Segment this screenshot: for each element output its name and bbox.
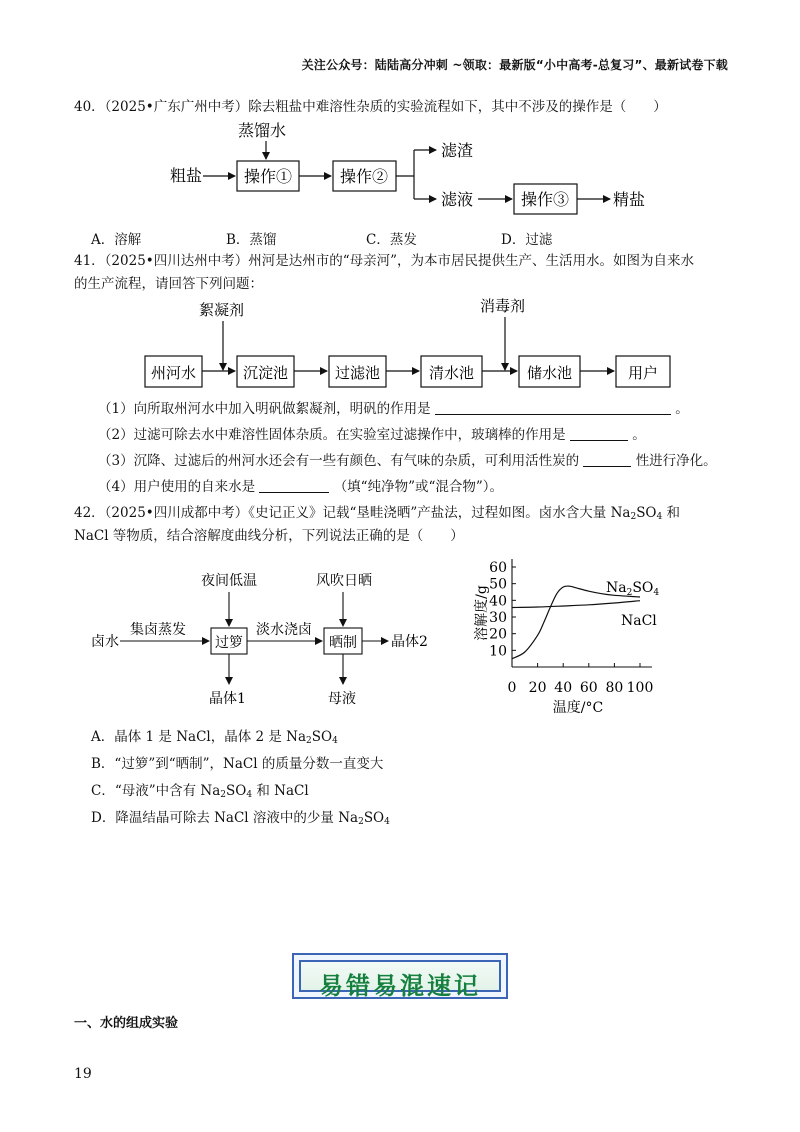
page-header: 关注公众号：陆陆高分冲刺 ~领取：最新版“小中高考-总复习”、最新试卷下载	[301, 58, 728, 72]
q41-box-user-label: 用户	[627, 364, 659, 382]
section-heading: 一、水的组成实验	[74, 1016, 179, 1031]
chart-x-tick-label: 40	[554, 680, 573, 696]
q42-night-label: 夜间低温	[201, 573, 257, 589]
q42-option-a-sub2: 2	[306, 736, 312, 746]
q41-stem-line2: 的生产流程，请回答下列问题：	[74, 276, 263, 292]
q42-option-d-so: SO	[363, 810, 385, 826]
section-banner-inner	[299, 960, 501, 1000]
chart-y-tick-label: 50	[489, 576, 507, 593]
q41-box-storage-label: 储水池	[526, 364, 573, 382]
chart-y-tick-label: 10	[489, 643, 507, 660]
q42-sub-4: 4	[656, 512, 663, 522]
q42-option-a-so: SO	[311, 729, 333, 745]
chart-x-tick-label: 80	[605, 680, 624, 696]
q41-blank-2[interactable]	[570, 426, 628, 441]
q41-sub2-text: （2）过滤可除去水中难溶性固体杂质。在实验室过滤操作中，玻璃棒的作用是	[98, 427, 566, 443]
q41-disinfectant-label: 消毒剂	[480, 297, 526, 315]
chart-x-label: 温度/°C	[552, 700, 604, 716]
q42-option-c	[91, 779, 309, 800]
q41-blank-3[interactable]	[583, 452, 631, 467]
chart-legend-nacl: NaCl	[621, 613, 657, 629]
q41-box-sediment-label: 沉淀池	[242, 364, 289, 382]
q42-pour-label: 淡水浇卤	[256, 622, 312, 638]
q40-end-label: 精盐	[613, 190, 646, 209]
q41-sub2-end: 。	[632, 427, 646, 443]
page-number: 19	[74, 1066, 92, 1082]
q40-stem: 40．（2025•广东广州中考）除去粗盐中难溶性杂质的实验流程如下，其中不涉及的操作是（ ）	[74, 99, 667, 115]
q42-brine-label: 卤水	[91, 634, 119, 650]
chart-y-tick-label: 30	[489, 610, 507, 626]
q42-stem-line2: NaCl 等物质，结合溶解度曲线分析，下列说法正确的是（ ）	[74, 528, 464, 544]
q40-op2-label: 操作②	[339, 167, 389, 186]
q42-mother-label: 母液	[328, 691, 356, 707]
q41-sub3-text: （3）沉降、过滤后的州河水还会有一些有颜色、有气味的杂质，可利用活性炭的	[98, 453, 580, 469]
chart-y-label: 溶解度/g	[474, 585, 490, 641]
q41-blank-1[interactable]	[435, 400, 671, 415]
q42-stem-text: 42．（2025•四川成都中考）《史记正义》记载“垦畦浇晒”产盐法，过程如图。卤水含大量 Na	[74, 505, 631, 521]
q41-sub2	[98, 424, 646, 446]
q41-box-river-label: 州河水	[150, 364, 197, 382]
q41-sub4-end: （填“纯净物”或“混合物”）。	[333, 479, 504, 495]
q40-option-d: D．过滤	[501, 232, 553, 248]
q41-box-clear-label: 清水池	[428, 364, 475, 382]
q40-start-label: 粗盐	[170, 166, 203, 185]
section-banner	[292, 953, 508, 999]
q41-stem-line1: 41．（2025•四川达州中考）州河是达州市的“母亲河”，为本市居民提供生产、生活用水。如图为自来水	[74, 253, 695, 269]
chart-x-tick-label: 20	[528, 680, 547, 696]
q42-so: SO	[636, 505, 657, 521]
q42-option-d-text: D．降温结晶可除去 NaCl 溶液中的少量 Na	[91, 810, 359, 826]
q40-residue-label: 滤渣	[441, 141, 474, 160]
q41-coagulant-label: 絮凝剂	[199, 301, 245, 319]
q41-sub3-end: 性进行净化。	[635, 453, 717, 469]
q42-crystal2-label: 晶体2	[391, 634, 428, 650]
chart-y-tick-label: 40	[489, 593, 507, 610]
q42-option-a-sub4: 4	[332, 736, 338, 746]
q42-wind-label: 风吹日晒	[316, 573, 372, 589]
q41-blank-4[interactable]	[259, 478, 329, 493]
q40-filtrate-label: 滤液	[441, 190, 474, 209]
q40-input-label: 蒸馏水	[238, 121, 287, 140]
q40-option-c: C．蒸发	[366, 232, 417, 248]
q41-sub1-end: 。	[675, 401, 689, 417]
q42-crystal1-label: 晶体1	[209, 691, 246, 707]
q42-option-d-sub2: 2	[358, 817, 364, 827]
q42-option-c-end: 和 NaCl	[252, 783, 309, 799]
q41-sub4-text: （4）用户使用的自来水是	[98, 479, 256, 495]
q40-option-b: B．蒸馏	[226, 232, 277, 248]
q41-sub3	[98, 450, 717, 472]
chart-series-line-nacl	[512, 601, 640, 608]
q42-option-c-text: C．“母液”中含有 Na	[91, 783, 221, 799]
q41-sub1-text: （1）向所取州河水中加入明矾做絮凝剂，明矾的作用是	[98, 401, 431, 417]
q42-option-a-text: A．晶体 1 是 NaCl，晶体 2 是 Na	[91, 729, 307, 745]
solubility-chart	[473, 559, 659, 716]
chart-x-tick-label: 0	[507, 680, 517, 696]
q41-sub1	[98, 398, 689, 420]
section-banner-title: 易错易混速记	[319, 972, 481, 1000]
chart-legend-na2so4: $Na_2SO_4$	[606, 580, 660, 598]
q42-option-b: B．“过箩”到“晒制”，NaCl 的质量分数一直变大	[91, 756, 384, 772]
q42-option-c-so: SO	[226, 783, 247, 799]
q41-sub4	[98, 476, 503, 498]
chart-y-tick-label: 60	[489, 560, 507, 576]
q42-option-c-sub2: 2	[220, 790, 227, 800]
q42-option-d-sub4: 4	[384, 817, 390, 827]
q40-option-a: A．溶解	[91, 232, 142, 248]
q42-option-d	[91, 806, 390, 827]
chart-x-tick-label: 60	[579, 680, 598, 696]
q41-box-filter-label: 过滤池	[334, 364, 381, 382]
chart-x-tick-label: 100	[626, 680, 654, 696]
q42-dry-label: 晒制	[329, 635, 357, 651]
q42-evap-label: 集卤蒸发	[130, 622, 186, 638]
q42-filter-label: 过箩	[215, 635, 243, 651]
chart-y-tick-label: 20	[489, 626, 507, 643]
q40-op1-label: 操作①	[243, 167, 293, 186]
q42-option-c-sub4: 4	[246, 790, 253, 800]
q42-sub-2: 2	[630, 512, 637, 522]
q42-option-a	[91, 725, 338, 746]
q42-and: 和	[662, 505, 681, 521]
q40-op3-label: 操作③	[520, 190, 570, 209]
